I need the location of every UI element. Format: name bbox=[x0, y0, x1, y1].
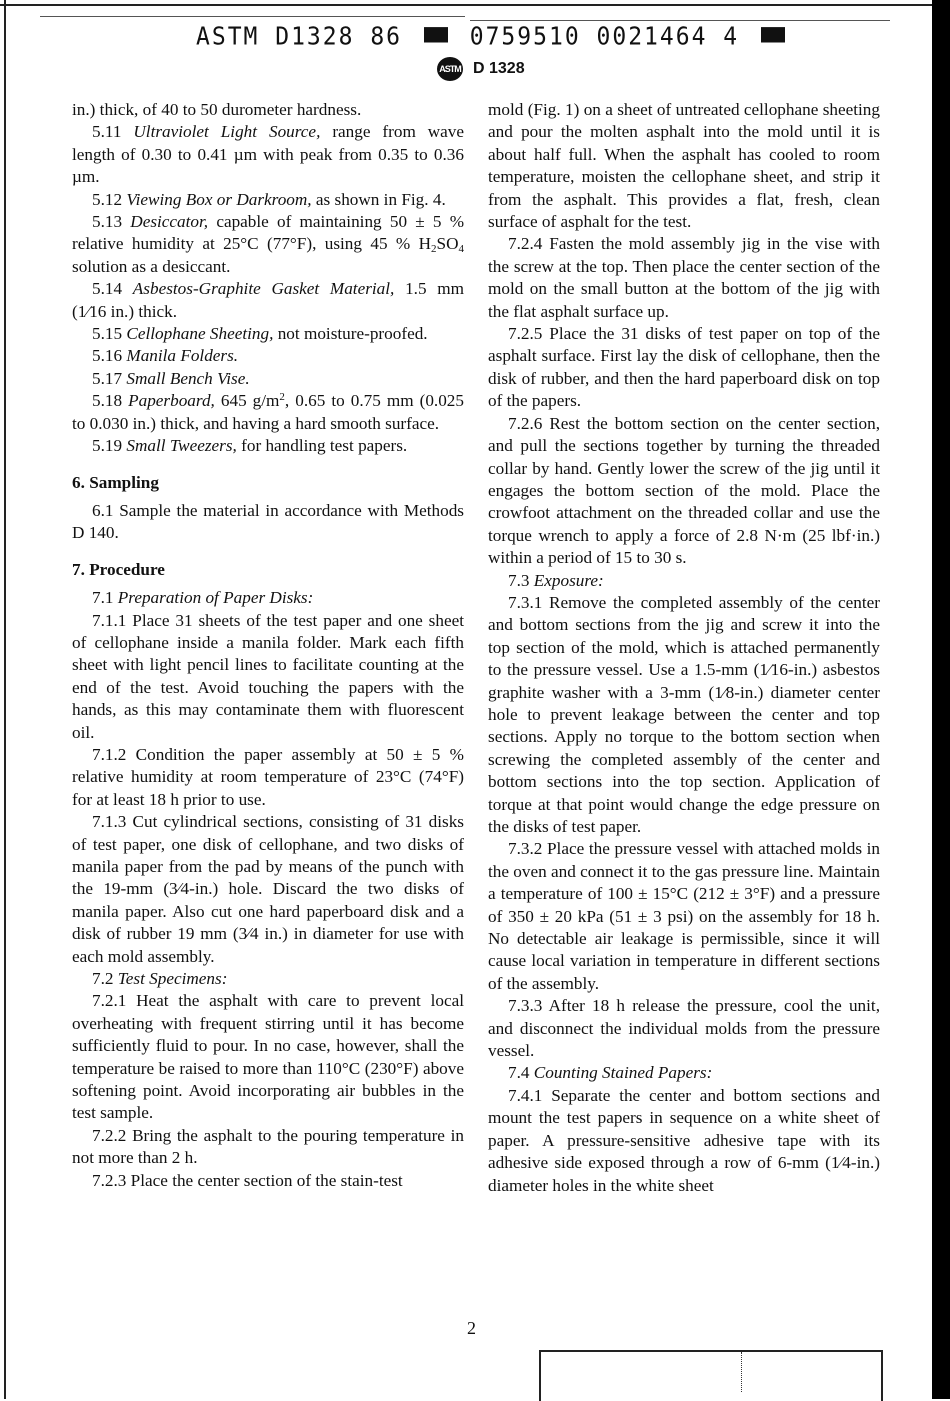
section-number: 5.15 bbox=[92, 324, 123, 344]
scan-top-border bbox=[0, 4, 950, 6]
paragraph-5-11 bbox=[72, 121, 464, 188]
paragraph-7-2-6: 7.2.6 Rest the bottom section on the center section, and pull the sections together by turning the threaded collar by hand. Gently lower the screw of the jig until it engages the bottom section of the mold. Place the crowfoot attachment on the threaded collar and use the torque wrench to apply a force of 2.8 N·m (25 lbf·in.) within a period of 15 to 30 s. bbox=[488, 413, 880, 568]
paragraph-5-12 bbox=[72, 189, 464, 211]
paragraph-7-3-1: 7.3.1 Remove the completed assembly of the center and bottom sections from the jig and screw it into the top section of the mold, which is attached permanently to the pressure vessel. Use a 1.5-mm (1⁄16-in.) asbestos graphite washer with a 3-mm (1⁄8-in.) diameter center hole to prevent leakage between the center and top sections. Apply no torque to the bottom section when screwing the completed assembly of the center and bottom sections into the top section. Application of torque at that point would change the edge pressure on the disks of test paper. bbox=[488, 592, 880, 836]
item-title: Desiccator, bbox=[130, 212, 209, 232]
page-number: 2 bbox=[467, 1318, 476, 1338]
paragraph-5-19 bbox=[72, 435, 464, 457]
item-text: as shown in Fig. 4. bbox=[315, 189, 446, 209]
section-number: 7.2 bbox=[92, 969, 114, 989]
paragraph-6-1: 6.1 Sample the material in accordance with Methods D 140. bbox=[72, 500, 464, 543]
paragraph-7-1-1: 7.1.1 Place 31 sheets of the test paper and one sheet of cellophane inside a manila folder. Mark each fifth sheet with light pencil lines to facilitate counting at the end of the test. Avoid touching the papers with the hands, as this may contaminate them with fluorescent oil. bbox=[72, 610, 464, 742]
subscript: 2 bbox=[431, 243, 437, 256]
item-text: 1.5 mm (1⁄16 in.) thick. bbox=[72, 279, 464, 321]
item-text: solution as a desiccant. bbox=[72, 256, 231, 276]
item-title: Viewing Box or Darkroom, bbox=[126, 189, 312, 209]
scan-rule-left bbox=[40, 16, 465, 17]
section-number: 5.19 bbox=[92, 436, 123, 456]
section-number: 7.1 bbox=[92, 588, 114, 608]
section-number: 5.18 bbox=[92, 391, 123, 411]
section-heading-procedure: 7. Procedure bbox=[72, 559, 165, 579]
page-header bbox=[437, 57, 525, 81]
stamp-block-mark bbox=[424, 27, 448, 42]
item-text: , 0.65 to 0.75 mm (0.025 to 0.030 in.) thick, and having a hard smooth surface. bbox=[72, 391, 464, 433]
superscript: 2 bbox=[279, 391, 285, 404]
item-text: for handling test papers. bbox=[241, 436, 408, 456]
item-title: Exposure: bbox=[533, 570, 604, 590]
scan-right-edge-bar bbox=[932, 0, 950, 1399]
paragraph-7-2-5: 7.2.5 Place the 31 disks of test paper on top of the asphalt surface. First lay the disk of cellophane, then the disk of rubber, and then the hard paperboard disk on top of the papers. bbox=[488, 324, 880, 411]
item-title: Cellophane Sheeting, bbox=[126, 324, 274, 344]
paragraph-7-1-3: 7.1.3 Cut cylindrical sections, consisting of 31 disks of test paper, one disk of cellophane, and two disks of manila paper from the pad by means of the punch with the 19-mm (3⁄4-in.) hole. Discard the two disks of manila paper. Also cut one hard paperboard disk and a disk of rubber 19 mm (3⁄4 in.) in diameter for use with each mold assembly. bbox=[72, 812, 464, 966]
paragraph: mold (Fig. 1) on a sheet of untreated cellophane sheeting and pour the molten asphalt into the mold until it is about half full. When the asphalt has cooled to room temperature, moisten the cellophane sheet, and strip it from the asphalt. This provides a flat, fresh, clean surface of asphalt for the test. bbox=[488, 100, 880, 232]
paragraph-7-3-2: 7.3.2 Place the pressure vessel with attached molds in the oven and connect it to the gas pressure line. Maintain a temperature of 100 ± 15°C (212 ± 3°F) and a pressure of 350 ± 20 kPa (51 ± 3 psi) on the assembly for 18 h. No detectable air leakage is permissible, since it will cause local variation in temperature in different sections of the assembly. bbox=[488, 839, 880, 993]
item-text: SO bbox=[436, 234, 459, 254]
section-heading-sampling: 6. Sampling bbox=[72, 472, 159, 492]
paragraph-5-16 bbox=[72, 345, 464, 367]
paragraph-5-14 bbox=[72, 278, 464, 323]
item-title: Manila Folders. bbox=[126, 346, 239, 366]
scan-footer-box bbox=[539, 1350, 883, 1401]
item-title: Counting Stained Papers: bbox=[533, 1063, 713, 1083]
section-number: 5.16 bbox=[92, 346, 123, 366]
scan-rule-right bbox=[470, 20, 890, 21]
section-number: 5.14 bbox=[92, 279, 123, 299]
paragraph-5-15 bbox=[72, 323, 464, 345]
item-text: range from wave length of 0.30 to 0.41 µm with peak from 0.35 to 0.36 µm. bbox=[72, 122, 465, 187]
paragraph-5-18 bbox=[72, 390, 464, 435]
paragraph: in.) thick, of 40 to 50 durometer hardness. bbox=[72, 100, 362, 119]
section-number: 5.17 bbox=[92, 368, 123, 388]
scan-footer-box-divider bbox=[741, 1352, 743, 1392]
paragraph-7-3 bbox=[488, 570, 880, 592]
paragraph-7-1 bbox=[72, 587, 464, 609]
paragraph-7-2-1: 7.2.1 Heat the asphalt with care to prevent local overheating with frequent stirring until it has become sufficiently fluid to pour. In no case, however, shall the temperature be raised to more than 110°C (230°F) above softening point. Avoid incorporating air bubbles in the test sample. bbox=[72, 991, 464, 1123]
paragraph-7-2 bbox=[72, 968, 464, 990]
paragraph-7-4-1: 7.4.1 Separate the center and bottom sections and mount the test papers in sequence on a white sheet of paper. A pressure-sensitive adhesive tape with its adhesive side exposed through a row of 6-mm (1⁄4-in.) diameter holes in the white sheet bbox=[488, 1085, 880, 1195]
paragraph-7-4 bbox=[488, 1062, 880, 1084]
logo-text: ASTM bbox=[439, 64, 461, 74]
stamp-block-mark bbox=[761, 27, 785, 42]
item-text: capable of maintaining 50 ± 5 % relative humidity at 25°C (77°F), using 45 % H bbox=[72, 212, 465, 254]
section-number: 7.3 bbox=[508, 570, 530, 590]
paragraph-5-17 bbox=[72, 368, 464, 390]
item-title: Test Specimens: bbox=[117, 969, 228, 989]
item-title: Small Tweezers, bbox=[126, 436, 237, 456]
section-number: 5.13 bbox=[92, 212, 123, 232]
right-column bbox=[488, 99, 880, 1197]
section-number: 7.4 bbox=[508, 1063, 530, 1083]
left-column bbox=[72, 99, 464, 1192]
paragraph-7-3-3: 7.3.3 After 18 h release the pressure, cool the unit, and disconnect the individual molds from the pressure vessel. bbox=[488, 996, 880, 1061]
astm-logo-icon bbox=[437, 57, 463, 81]
paragraph-7-2-2: 7.2.2 Bring the asphalt to the pouring temperature in not more than 2 h. bbox=[72, 1125, 464, 1168]
stamp-designation: ASTM D1328 86 bbox=[196, 22, 403, 52]
item-title: Preparation of Paper Disks: bbox=[117, 588, 314, 608]
item-text: not moisture-proofed. bbox=[277, 324, 428, 344]
document-stamp bbox=[196, 23, 791, 52]
item-title: Asbestos-Graphite Gasket Material, bbox=[132, 279, 395, 299]
item-title: Small Bench Vise. bbox=[126, 368, 250, 388]
paragraph-7-2-4: 7.2.4 Fasten the mold assembly jig in the vise with the screw at the top. Then place the center section of the mold on the small button at the bottom of the jig with the flat asphalt surface up. bbox=[488, 234, 880, 321]
paragraph-7-1-2: 7.1.2 Condition the paper assembly at 50 ± 5 % relative humidity at room temperature of 23°C (74°F) for at least 18 h prior to use. bbox=[72, 744, 464, 809]
section-number: 5.12 bbox=[92, 189, 123, 209]
scan-left-edge bbox=[4, 0, 6, 1399]
paragraph-7-2-3: 7.2.3 Place the center section of the stain-test bbox=[92, 1170, 403, 1190]
subscript: 4 bbox=[458, 243, 464, 256]
standard-designation: D 1328 bbox=[473, 60, 525, 77]
section-number: 5.11 bbox=[92, 122, 122, 142]
item-title: Paperboard, bbox=[128, 391, 215, 411]
stamp-code: 0759510 0021464 4 bbox=[469, 22, 740, 52]
paragraph-5-13 bbox=[72, 211, 464, 278]
item-text: 645 g/m bbox=[220, 391, 280, 411]
item-title: Ultraviolet Light Source, bbox=[133, 122, 321, 142]
